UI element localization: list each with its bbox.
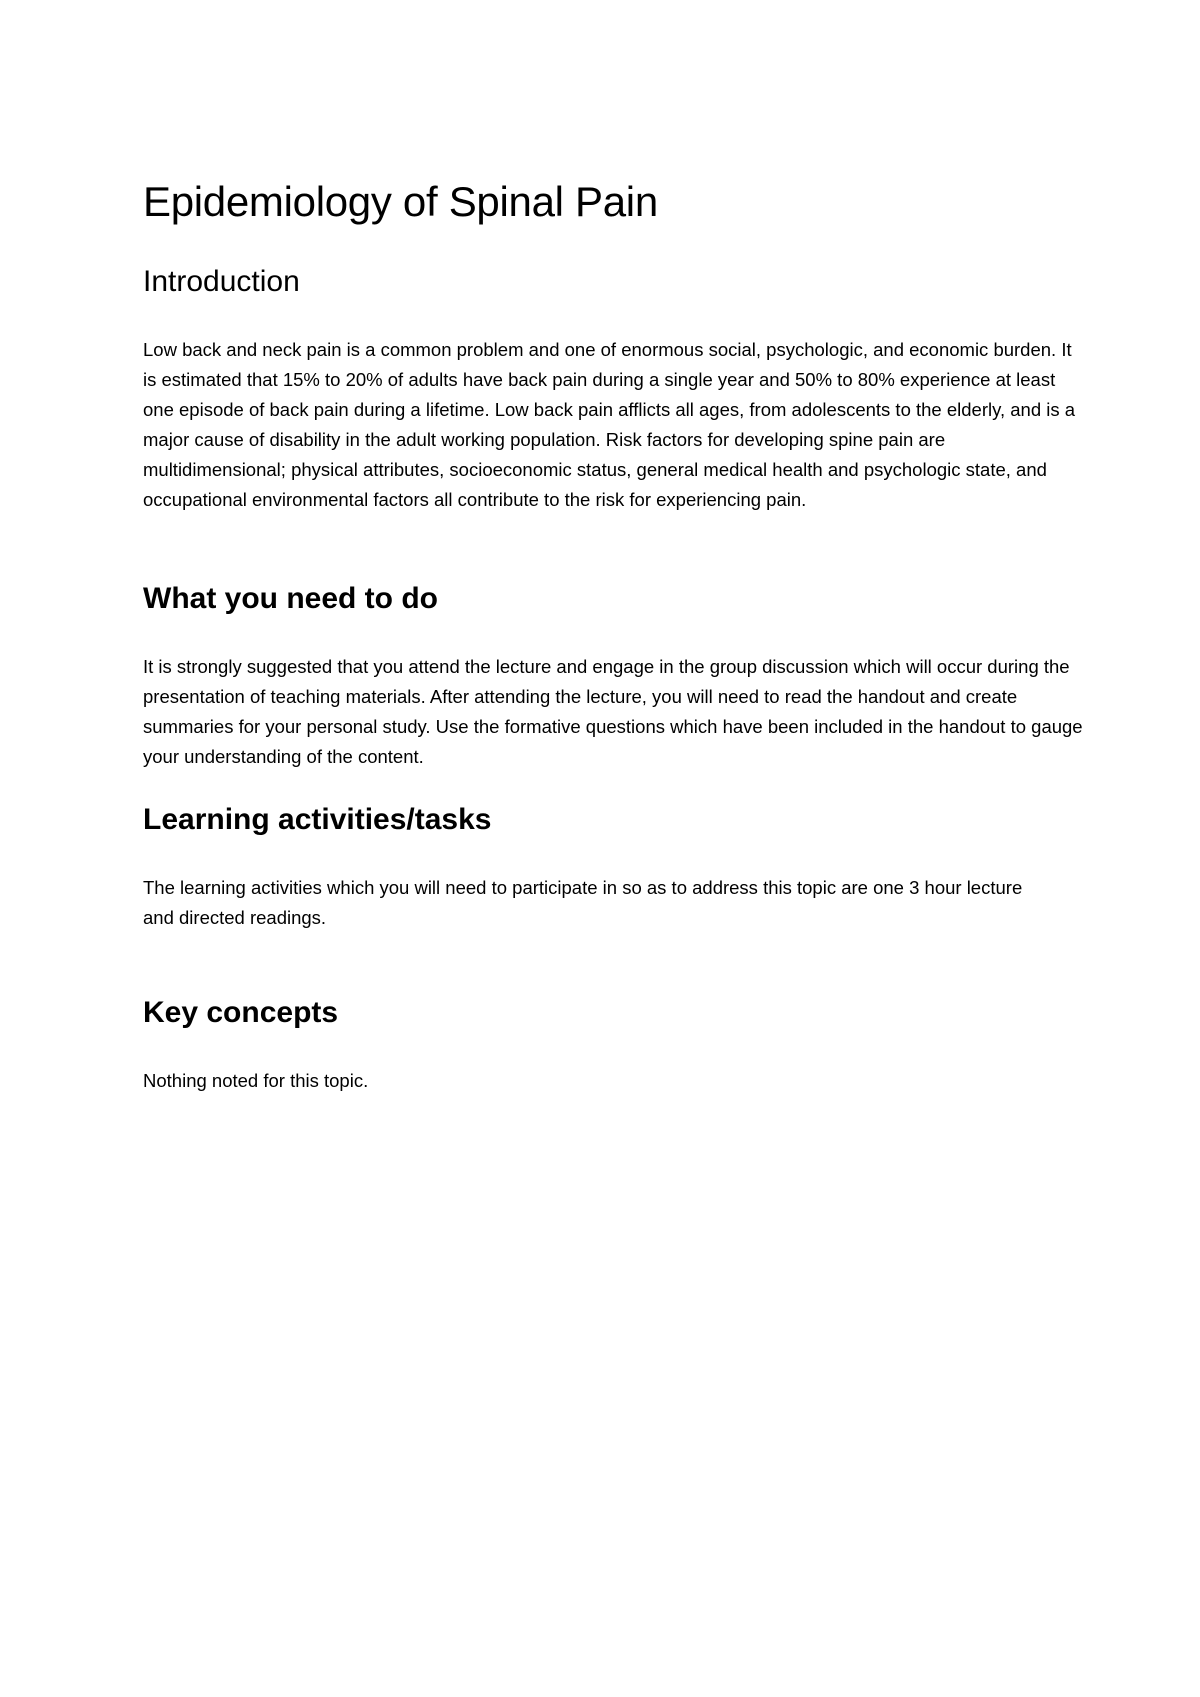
document-title: Epidemiology of Spinal Pain — [143, 178, 658, 225]
section-body-key-concepts: Nothing noted for this topic. — [143, 1070, 369, 1091]
section-heading-key-concepts: Key concepts — [143, 996, 339, 1029]
section-body-what-you-need-to-do: It is strongly suggested that you attend the lecture and engage in the group discussion which will occur during the presentation of teaching materials. After attending the lecture, you will need to read the handout and create summaries for your personal study. Use the formative questions which have been included in the handout to gauge your understanding of the content. — [143, 656, 1083, 767]
section-body-introduction: Low back and neck pain is a common problem and one of enormous social, psychologic, and economic burden. It is estimated that 15% to 20% of adults have back pain during a single year and 50% to 80% experience at least one episode of back pain during a lifetime. Low back pain afflicts all ages, from adolescents to the elderly, and is a major cause of disability in the adult working population. Risk factors for developing spine pain are multidimensional; physical attributes, socioeconomic status, general medical health and psychologic state, and occupational environmental factors all contribute to the risk for experiencing pain. — [143, 339, 1076, 510]
section-heading-what-you-need-to-do: What you need to do — [143, 582, 438, 615]
section-heading-introduction: Introduction — [143, 265, 300, 298]
section-heading-learning-activities: Learning activities/tasks — [143, 803, 492, 836]
section-body-learning-activities: The learning activities which you will need to participate in so as to address this topic are one 3 hour lecture and directed readings. — [143, 877, 1023, 928]
